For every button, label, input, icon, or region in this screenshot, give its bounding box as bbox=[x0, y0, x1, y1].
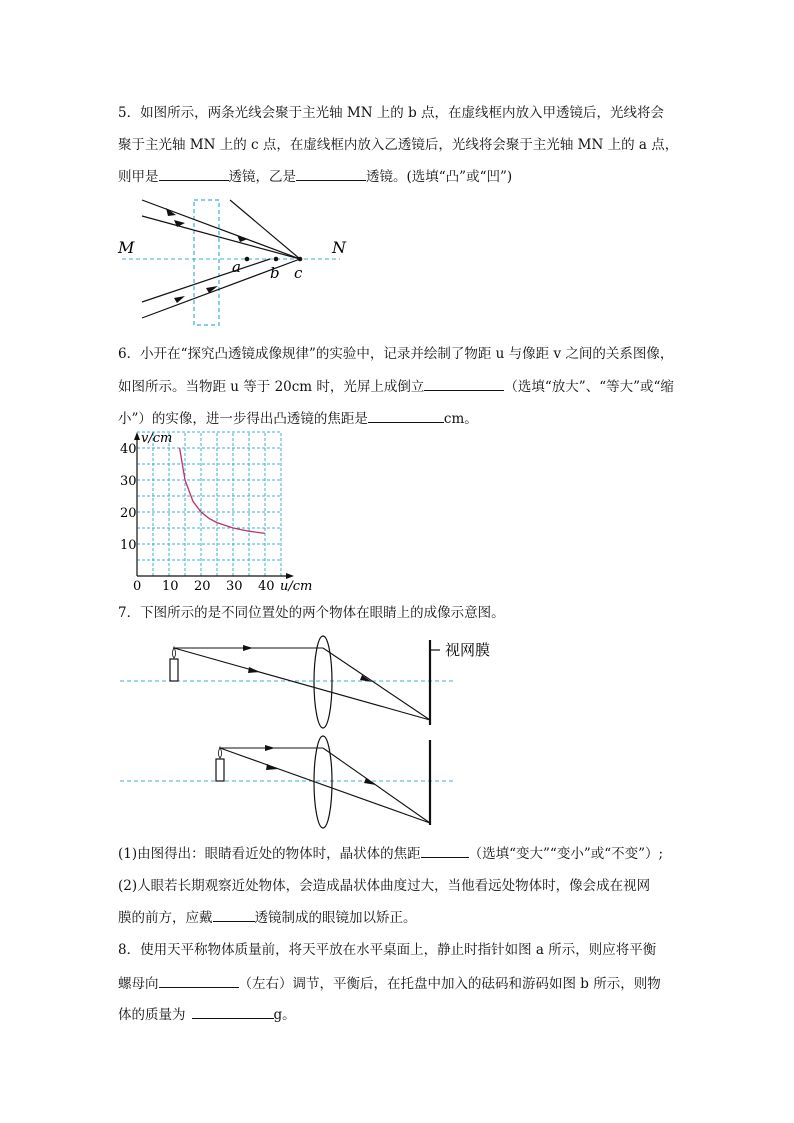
q6-chart-grid bbox=[137, 432, 281, 576]
q7-text-line1: 下图所示的是不同位置处的两个物体在眼睛上的成像示意图。 bbox=[140, 605, 505, 621]
q6-x-tick-label: 30 bbox=[226, 579, 243, 594]
q7-candle-far bbox=[170, 659, 178, 681]
q7-ray-u2 bbox=[174, 648, 430, 720]
q8-text-unit: g。 bbox=[273, 1007, 296, 1023]
q8-answer-blank-direction[interactable] bbox=[159, 973, 239, 988]
q6-text-hint: （选填“放大”、“等大”或“缩 bbox=[504, 379, 674, 395]
q5-point-b bbox=[274, 257, 279, 262]
q7-arrow-l2 bbox=[266, 764, 278, 770]
q5-arrow-3 bbox=[237, 235, 248, 242]
q7-retina-label: 视网膜 bbox=[445, 641, 491, 659]
q5-label-b: b bbox=[270, 264, 280, 282]
q5-line2 bbox=[118, 135, 678, 155]
q7-sub2-text: (2)人眼若长期观察近处物体，会造成晶状体曲度过大，当他看远处物体时，像会成在视网 bbox=[118, 878, 651, 894]
q6-text-unit: cm。 bbox=[443, 411, 478, 427]
q5-label-N: N bbox=[332, 238, 346, 257]
q7-arrow-u1 bbox=[243, 645, 253, 651]
q8-text-line3: 体的质量为 bbox=[118, 1007, 186, 1023]
q7-sub2-text-3: 透镜制成的眼镜加以矫正。 bbox=[254, 910, 417, 926]
q6-line1 bbox=[118, 344, 673, 364]
q5-line1 bbox=[118, 103, 664, 123]
q6-x-tick-label: 20 bbox=[194, 579, 211, 594]
q6-uv-chart bbox=[110, 428, 313, 598]
q7-eye-diagram bbox=[110, 630, 510, 835]
q6-y-tick-label: 40 bbox=[120, 442, 137, 457]
q5-point-a bbox=[245, 257, 250, 262]
q6-answer-blank-focal[interactable] bbox=[368, 408, 444, 423]
q5-ray-upper bbox=[142, 200, 300, 259]
q5-ray-upper-3 bbox=[230, 200, 300, 259]
q7-sub1-text: (1)由图得出：眼睛看近处的物体时，晶状体的焦距 bbox=[118, 846, 421, 862]
q7-answer-blank-lens[interactable] bbox=[213, 907, 255, 922]
q5-text-jia: 则甲是 bbox=[118, 169, 159, 185]
q5-ray-lower-2 bbox=[142, 259, 270, 302]
q6-y-arrow bbox=[134, 432, 140, 440]
q5-ray-upper-2 bbox=[142, 216, 300, 259]
q6-x-tick-label: 10 bbox=[162, 579, 179, 594]
q6-number: 6． bbox=[118, 346, 141, 362]
q5-dashed-box bbox=[194, 200, 219, 325]
q8-line1 bbox=[118, 940, 656, 960]
q6-line3 bbox=[118, 408, 478, 429]
q7-sub2-line1 bbox=[118, 876, 650, 896]
q8-text-line2-rest: （左右）调节，平衡后，在托盘中加入的砝码和游码如图 b 所示，则物 bbox=[238, 976, 661, 992]
q6-answer-blank-image[interactable] bbox=[424, 376, 504, 391]
q5-answer-blank-yi[interactable] bbox=[296, 166, 366, 181]
q5-text-line1: 如图所示，两条光线会聚于主光轴 MN 上的 b 点，在虚线框内放入甲透镜后，光线将会 bbox=[140, 105, 665, 121]
q6-x-tick-label: 0 bbox=[133, 579, 142, 594]
q8-number: 8． bbox=[118, 942, 141, 958]
q6-text-line3: 小”）的实像，进一步得出凸透镜的焦距是 bbox=[118, 411, 368, 427]
q5-label-a: a bbox=[232, 258, 241, 276]
q8-line2 bbox=[118, 973, 661, 994]
q7-arrow-l1 bbox=[265, 745, 275, 751]
q6-line2 bbox=[118, 376, 674, 397]
q6-x-tick-labels bbox=[133, 579, 275, 594]
q5-point-c bbox=[298, 257, 303, 262]
q6-x-tick-label: 40 bbox=[258, 579, 275, 594]
q7-ray-l2 bbox=[220, 748, 430, 823]
q5-line3 bbox=[118, 166, 512, 187]
q6-uv-curve bbox=[180, 448, 265, 533]
q6-y-axis-label: v/cm bbox=[141, 431, 173, 446]
q8-text-line2: 螺母向 bbox=[118, 976, 159, 992]
q6-y-tick-labels bbox=[120, 442, 137, 553]
q7-number: 7． bbox=[118, 605, 141, 621]
q5-answer-blank-jia[interactable] bbox=[159, 166, 229, 181]
q6-text-line2: 如图所示。当物距 u 等于 20cm 时，光屏上成倒立 bbox=[118, 379, 425, 395]
q5-text-hint: 透镜。(选填“凸”或“凹”) bbox=[366, 169, 513, 185]
q6-y-tick-label: 10 bbox=[120, 538, 137, 553]
q7-line1 bbox=[118, 603, 505, 623]
q7-ray-u1b bbox=[323, 648, 430, 720]
q6-y-tick-label: 30 bbox=[120, 474, 137, 489]
q7-sub2-text-2: 膜的前方，应戴 bbox=[118, 910, 213, 926]
q5-text-line2: 聚于主光轴 MN 上的 c 点，在虚线框内放入乙透镜后，光线将会聚于主光轴 MN 上的 a 点， bbox=[118, 137, 679, 153]
q5-label-M: M bbox=[118, 238, 135, 257]
q7-sub1 bbox=[118, 843, 663, 864]
q8-text-line1: 使用天平称物体质量前，将天平放在水平桌面上，静止时指针如图 a 所示，则应将平衡 bbox=[140, 942, 657, 958]
q6-text-line1: 小开在“探究凸透镜成像规律”的实验中，记录并绘制了物距 u 与像距 v 之间的关系图像， bbox=[140, 346, 674, 362]
q5-text-yi: 透镜，乙是 bbox=[228, 169, 296, 185]
q7-sub1-hint: （选填“变大”“变小”或“不变”）; bbox=[468, 846, 664, 862]
q7-ray-l1b bbox=[323, 748, 430, 823]
q7-answer-blank-focal[interactable] bbox=[421, 843, 469, 858]
q8-answer-blank-mass[interactable] bbox=[192, 1004, 274, 1019]
q7-arrow-u2 bbox=[248, 667, 260, 673]
q5-ray-diagram bbox=[110, 190, 360, 330]
q8-line3 bbox=[118, 1004, 296, 1025]
q6-x-axis-label: u/cm bbox=[280, 579, 313, 594]
q7-lens-upper bbox=[314, 636, 332, 728]
q5-number: 5． bbox=[118, 105, 141, 121]
q5-label-c: c bbox=[294, 264, 303, 282]
q6-y-tick-label: 20 bbox=[120, 506, 137, 521]
q7-sub2-line2 bbox=[118, 907, 417, 928]
q7-candle-near bbox=[216, 759, 224, 781]
